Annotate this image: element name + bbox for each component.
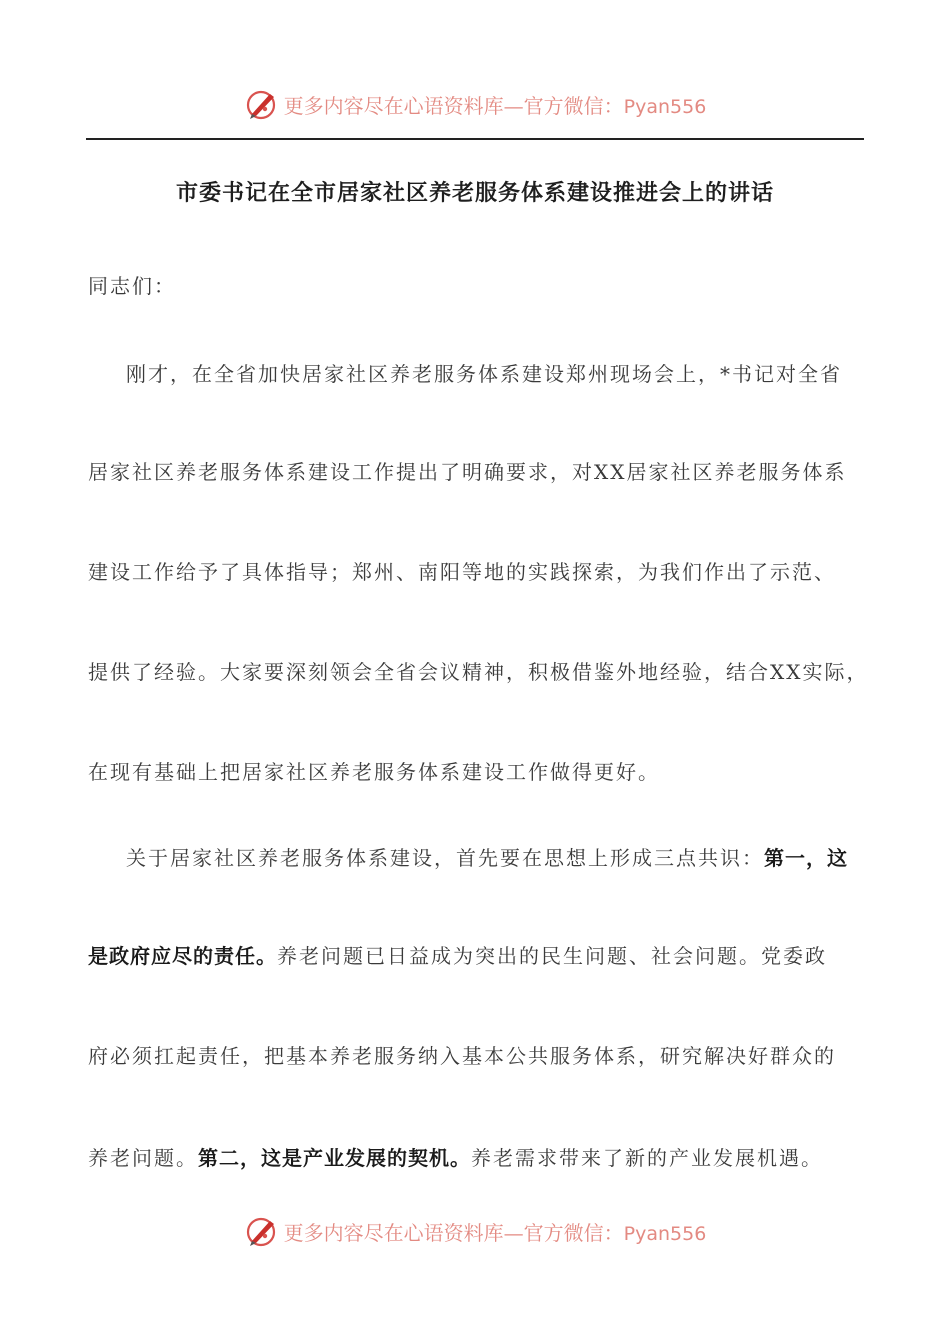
- pen-in-circle-icon: [244, 1213, 280, 1249]
- paragraph-1-line-2: 居家社区养老服务体系建设工作提出了明确要求，对XX居家社区养老服务体系: [88, 460, 847, 484]
- document-title: 市委书记在全市居家社区养老服务体系建设推进会上的讲话: [175, 181, 774, 206]
- header-banner: [0, 82, 950, 126]
- paragraph-1-line-3: 建设工作给予了具体指导；郑州、南阳等地的实践探索，为我们作出了示范、: [88, 560, 836, 584]
- salutation: 同志们：: [88, 274, 176, 298]
- paragraph-1-line-5: 在现有基础上把居家社区养老服务体系建设工作做得更好。: [88, 760, 660, 784]
- paragraph-2-line-4: 养老问题。第二，这是产业发展的契机。养老需求带来了新的产业发展机遇。: [88, 1146, 823, 1170]
- banner-text: 更多内容尽在心语资料库—官方微信：Pyan556: [283, 1220, 707, 1245]
- paragraph-2-line-3: 府必须扛起责任，把基本养老服务纳入基本公共服务体系，研究解决好群众的: [88, 1044, 836, 1068]
- wechat-handle: Pyan556: [623, 95, 707, 118]
- footer-banner: [0, 1209, 950, 1253]
- paragraph-2-line-1: 关于居家社区养老服务体系建设，首先要在思想上形成三点共识：第一，这: [126, 846, 848, 870]
- paragraph-2-line-2: 是政府应尽的责任。养老问题已日益成为突出的民生问题、社会问题。党委政: [88, 944, 827, 968]
- header-divider: [86, 138, 864, 140]
- bold-point-1-end: 是政府应尽的责任。: [88, 944, 277, 968]
- banner-text: 更多内容尽在心语资料库—官方微信：Pyan556: [283, 93, 707, 118]
- paragraph-1-line-4: 提供了经验。大家要深刻领会全省会议精神，积极借鉴外地经验，结合XX实际，: [88, 660, 869, 684]
- bold-point-1-start: 第一，这: [764, 846, 848, 870]
- wechat-handle: Pyan556: [623, 1222, 707, 1245]
- paragraph-1-line-1: 刚才，在全省加快居家社区养老服务体系建设郑州现场会上，*书记对全省: [126, 362, 842, 386]
- bold-point-2: 第二，这是产业发展的契机。: [198, 1146, 471, 1170]
- pen-in-circle-icon: [244, 86, 280, 122]
